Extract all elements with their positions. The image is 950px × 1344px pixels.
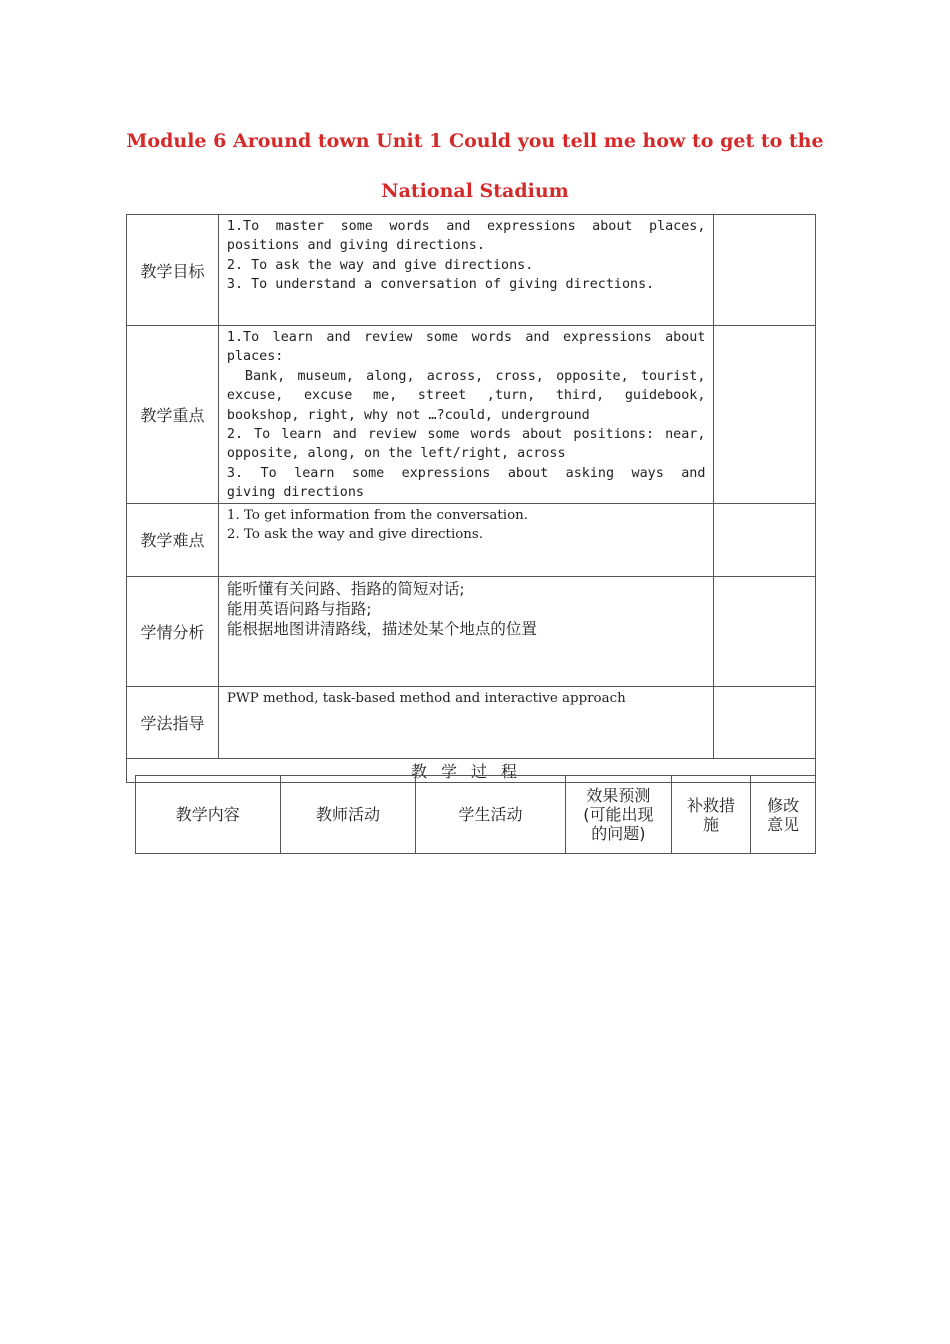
- objectives-line-4: 3. To understand a conversation of giving directions.: [226, 277, 655, 293]
- key-points-notes: [714, 326, 816, 504]
- objectives-notes: [714, 215, 816, 326]
- method-row: [127, 686, 816, 758]
- key-points-line-2: places:: [226, 349, 284, 365]
- key-points-line-1: 1.To learn and review some words and expressions about: [226, 330, 706, 345]
- analysis-label: 学情分析: [127, 576, 219, 686]
- objectives-row: [127, 215, 816, 326]
- analysis-line-3: 能根据地图讲清路线，描述处某个地点的位置: [226, 619, 537, 638]
- col-revise: 修改意见: [751, 776, 816, 854]
- col-effect: 效果预测(可能出现的问题): [565, 776, 671, 854]
- key-points-line-7: opposite, along, on the left/right, across: [226, 446, 566, 462]
- process-header: 教学过程: [127, 758, 816, 782]
- method-content: [218, 686, 714, 758]
- key-points-label: 教学重点: [127, 326, 219, 504]
- key-points-line-5: bookshop, right, why not …?could, underground: [226, 407, 590, 423]
- objectives-line-1: 1.To master some words and expressions about places,: [226, 219, 706, 234]
- objectives-content: [218, 215, 714, 326]
- difficulties-notes: [714, 503, 816, 576]
- lesson-plan-table: [126, 214, 816, 783]
- objectives-line-3: 2. To ask the way and give directions.: [226, 257, 534, 273]
- key-points-line-4: excuse, excuse me, street ,turn, third, guidebook,: [226, 388, 706, 404]
- method-label: 学法指导: [127, 686, 219, 758]
- difficulties-line-2: 2. To ask the way and give directions.: [226, 527, 484, 543]
- key-points-content: [218, 326, 714, 504]
- objectives-line-2: positions and giving directions.: [226, 238, 485, 254]
- title-line-2: National Stadium: [381, 180, 569, 202]
- difficulties-label: 教学难点: [127, 503, 219, 576]
- method-text: PWP method, task-based method and interactive approach: [226, 690, 626, 706]
- difficulties-row: [127, 503, 816, 576]
- col-content: 教学内容: [136, 776, 281, 854]
- key-points-line-3: Bank, museum, along, across, cross, opposite, tourist,: [244, 368, 706, 384]
- analysis-row: [127, 576, 816, 686]
- col-teacher: 教师活动: [280, 776, 416, 854]
- process-columns-row: [136, 776, 816, 854]
- difficulties-content: [218, 503, 714, 576]
- process-table: [135, 775, 816, 854]
- key-points-row: [127, 326, 816, 504]
- col-remedy: 补救措施: [671, 776, 750, 854]
- title-line-1: Module 6 Around town Unit 1 Could you tell me how to get to the: [126, 130, 824, 152]
- key-points-line-6: 2. To learn and review some words about positions: near,: [226, 427, 706, 443]
- analysis-notes: [714, 576, 816, 686]
- method-notes: [714, 686, 816, 758]
- col-student: 学生活动: [416, 776, 565, 854]
- analysis-line-2: 能用英语问路与指路;: [226, 599, 372, 618]
- key-points-line-8: 3. To learn some expressions about asking ways and: [226, 465, 706, 481]
- analysis-line-1: 能听懂有关问路、指路的简短对话;: [226, 579, 465, 598]
- objectives-label: 教学目标: [127, 215, 219, 326]
- key-points-line-9: giving directions: [226, 485, 364, 501]
- analysis-content: [218, 576, 714, 686]
- difficulties-line-1: 1. To get information from the conversation.: [226, 507, 529, 523]
